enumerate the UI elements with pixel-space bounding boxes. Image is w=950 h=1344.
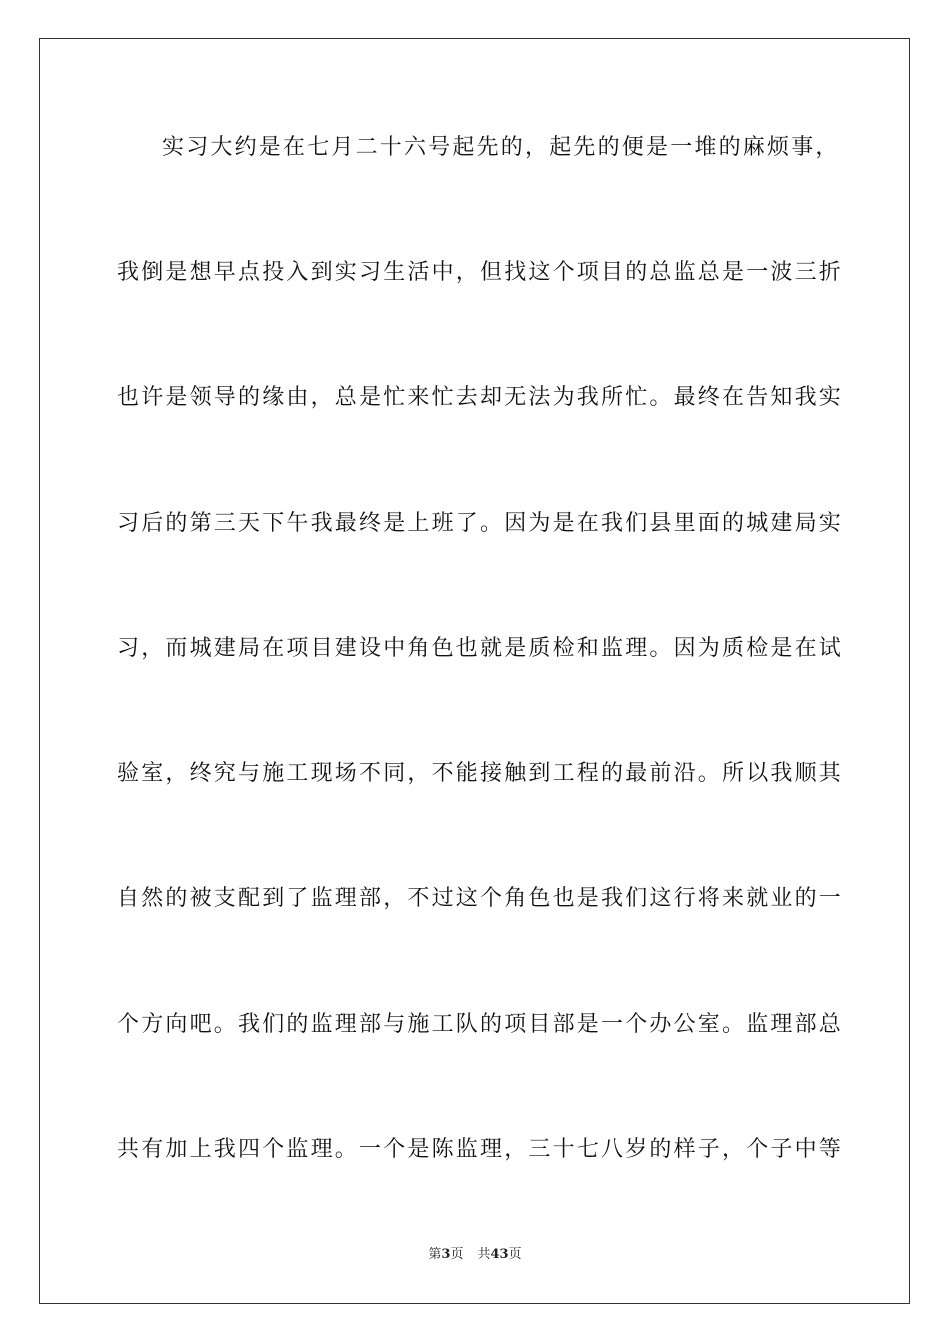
page-suffix: 页	[450, 1247, 464, 1262]
text-line: 实习大约是在七月二十六号起先的，起先的便是一堆的麻烦事，	[162, 135, 840, 160]
text-line: 个方向吧。我们的监理部与施工队的项目部是一个办公室。监理部总	[117, 1012, 844, 1037]
total-suffix: 页	[508, 1247, 522, 1262]
text-line: 验室，终究与施工现场不同，不能接触到工程的最前沿。所以我顺其	[117, 761, 844, 786]
page-number: 3	[441, 1247, 451, 1262]
text-line: 共有加上我四个监理。一个是陈监理，三十七八岁的样子，个子中等	[117, 1137, 844, 1162]
total-pages: 43	[490, 1247, 509, 1262]
text-line: 习，而城建局在项目建设中角色也就是质检和监理。因为质检是在试	[117, 636, 844, 661]
total-prefix: 共	[477, 1247, 491, 1262]
text-line: 习后的第三天下午我最终是上班了。因为是在我们县里面的城建局实	[117, 511, 844, 536]
text-line: 我倒是想早点投入到实习生活中，但找这个项目的总监总是一波三折	[117, 260, 844, 285]
page-footer	[0, 1246, 950, 1264]
page-prefix: 第	[428, 1247, 442, 1262]
text-line: 自然的被支配到了监理部，不过这个角色也是我们这行将来就业的一	[117, 886, 844, 911]
page-border	[39, 38, 910, 1304]
text-line: 也许是领导的缘由，总是忙来忙去却无法为我所忙。最终在告知我实	[117, 385, 844, 410]
